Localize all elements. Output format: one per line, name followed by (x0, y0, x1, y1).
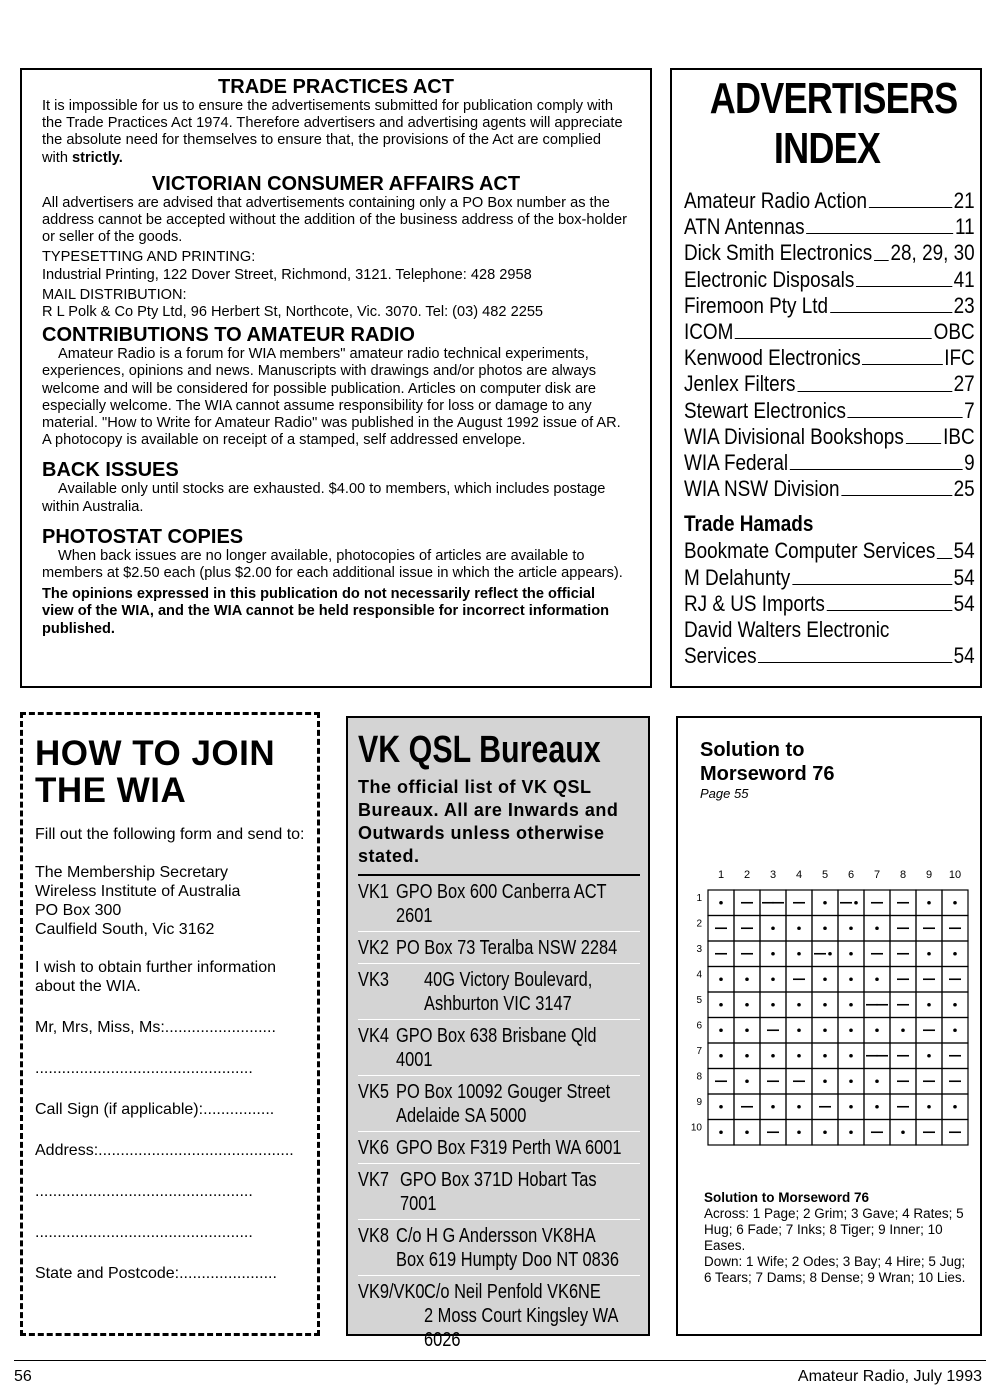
back-issues-title: BACK ISSUES (42, 459, 179, 482)
qsl-address-line: GPO Box 600 Canberra ACT (395, 881, 607, 903)
morse-dot (849, 1028, 853, 1032)
morseword-box (676, 716, 982, 1336)
qsl-bureau-code: VK4 (358, 1025, 390, 1047)
morse-dot (797, 1105, 801, 1109)
join-address-line3: PO Box 300 (35, 902, 122, 919)
leader-line (841, 495, 952, 496)
morse-dot (854, 901, 858, 905)
morseword-page-ref: Page 55 (700, 786, 749, 801)
morse-dot (745, 1003, 749, 1007)
morse-dot (745, 1028, 749, 1032)
morse-dot (927, 1105, 931, 1109)
morse-dot (797, 1054, 801, 1058)
morse-dot (719, 1054, 723, 1058)
grid-row-label: 9 (696, 1097, 702, 1108)
leader-line (806, 233, 953, 234)
grid-row-label: 1 (696, 893, 702, 904)
qsl-address-line: Adelaide SA 5000 (395, 1105, 527, 1127)
morse-dot (927, 901, 931, 905)
advertiser-name: Kenwood Electronics (684, 345, 861, 371)
morse-dot (797, 1028, 801, 1032)
morse-dot (797, 952, 801, 956)
advertiser-name: WIA Divisional Bookshops (684, 423, 904, 449)
advertiser-name: Dick Smith Electronics (684, 240, 873, 266)
hamads-last-line1: David Walters Electronic (684, 617, 890, 643)
advertiser-page: IBC (943, 423, 975, 449)
join-address-line4: Caulfield South, Vic 3162 (35, 921, 215, 938)
advertiser-page: 54 (953, 564, 975, 590)
advertiser-page: 21 (953, 188, 975, 213)
morse-dot (953, 1003, 957, 1007)
solution-across: Across: 1 Page; 2 Grim; 3 Gave; 4 Rates; 5 Hug; 6 Fade; 7 Inks; 8 Tiger; 9 Inner; 10 Eases. (704, 1206, 964, 1253)
hamad-entry (684, 538, 975, 564)
grid-column-label: 2 (743, 869, 751, 881)
advertiser-page: 28, 29, 30 (890, 240, 975, 266)
morse-dot (823, 1079, 827, 1083)
trade-hamads-title: Trade Hamads (684, 511, 814, 537)
advertiser-name: M Delahunty (684, 564, 791, 590)
morse-dot (771, 1003, 775, 1007)
qsl-address-line: 40G Victory Boulevard, (424, 969, 593, 991)
qsl-bureau-code: VK2 (358, 937, 390, 959)
advertiser-name: WIA NSW Division (684, 476, 840, 502)
footer-rule (14, 1360, 986, 1361)
qsl-address-line: Ashburton VIC 3147 (424, 993, 572, 1015)
qsl-address-line: PO Box 10092 Gouger Street (395, 1081, 611, 1103)
hamads-list (684, 538, 975, 617)
address-field-line2[interactable]: ................................................. (35, 1183, 253, 1200)
hamad-entry (684, 591, 975, 617)
advertiser-name: Bookmate Computer Services (684, 538, 936, 564)
leader-line (856, 286, 952, 287)
morse-dot (927, 1003, 931, 1007)
morse-dot (875, 1079, 879, 1083)
qsl-address-line: PO Box 73 Teralba NSW 2284 (395, 937, 618, 959)
morse-dot (823, 977, 827, 981)
qsl-bureau-code: VK3 (358, 969, 390, 991)
solution-title: Solution to Morseword 76 (704, 1190, 870, 1205)
qsl-bureau-code: VK1 (358, 881, 390, 903)
qsl-address-line: GPO Box 371D Hobart Tas (400, 1169, 597, 1191)
grid-row-label: 3 (696, 944, 702, 955)
morse-dot (927, 952, 931, 956)
morse-dot (797, 1003, 801, 1007)
qsl-bureau-code: VK7 (358, 1169, 390, 1191)
photostat-title: PHOTOSTAT COPIES (42, 525, 244, 548)
advertiser-name: Amateur Radio Action (684, 188, 867, 213)
morse-dot (849, 926, 853, 930)
qsl-bureau-code: VK8 (358, 1225, 390, 1247)
advertiser-page: 41 (953, 266, 975, 292)
hamad-entry (684, 565, 975, 591)
morse-dot (719, 1130, 723, 1134)
morse-dot (719, 1028, 723, 1032)
advertiser-page: 23 (953, 292, 975, 318)
qsl-address-line: 4001 (395, 1049, 433, 1071)
advertiser-entry (684, 214, 975, 240)
hamads-last-page: 54 (953, 643, 975, 669)
publication-info: Amateur Radio, July 1993 (797, 1368, 982, 1385)
qsl-address-line: C/o Neil Penfold VK6NE (424, 1281, 601, 1303)
morse-dot (875, 926, 879, 930)
address-field-line3[interactable]: ................................................. (35, 1224, 253, 1241)
morse-dot (953, 952, 957, 956)
trade-practices-title: TRADE PRACTICES ACT (218, 76, 454, 98)
leader-line (869, 207, 952, 208)
solution-down: Down: 1 Wife; 2 Odes; 3 Bay; 4 Hire; 5 Jug; 6 Tears; 7 Dams; 8 Dense; 9 Wran; 10 Lies. (704, 1254, 966, 1285)
advertiser-name: RJ & US Imports (684, 590, 825, 616)
advertisers-index-box (670, 68, 982, 688)
qsl-bureaux-list (358, 876, 640, 1356)
morse-dot (849, 1130, 853, 1134)
advertisers-list (684, 188, 975, 502)
morseword-title-line1: Solution to (700, 739, 805, 761)
leader-line (735, 338, 932, 339)
advertiser-name: Electronic Disposals (684, 266, 855, 292)
state-postcode-field[interactable]: State and Postcode:...................... (35, 1265, 277, 1282)
advertiser-name: Stewart Electronics (684, 397, 846, 423)
qsl-bureau-entry (358, 1132, 640, 1164)
morse-dot (953, 1028, 957, 1032)
morse-dot (719, 1105, 723, 1109)
advertiser-name: WIA Federal (684, 450, 789, 476)
qsl-address-line: 6026 (424, 1329, 461, 1351)
morse-dot (849, 977, 853, 981)
qsl-bureau-address (396, 1080, 610, 1128)
morse-dot (797, 1130, 801, 1134)
typesetting-text: Industrial Printing, 122 Dover Street, Richmond, 3121. Telephone: 428 2958 (42, 266, 532, 283)
consumer-affairs-text: All advertisers are advised that advertisements containing only a PO Box number as the address cannot be accepted without the addition of the business address of the box-holder or seller of the goods. (42, 194, 627, 246)
morse-dot (849, 1079, 853, 1083)
qsl-address-line: GPO Box F319 Perth WA 6001 (395, 1137, 622, 1159)
advertiser-page: 54 (953, 590, 975, 616)
advertiser-name: ATN Antennas (684, 214, 805, 240)
morseword-solution (704, 1190, 966, 1286)
grid-column-label: 10 (948, 869, 962, 881)
qsl-bureaux-box (346, 716, 650, 1351)
qsl-intro: The official list of VK QSL Bureaux. All are Inwards and Outwards unless otherwise stated. (358, 777, 619, 866)
leader-line (848, 417, 963, 418)
page-number: 56 (14, 1368, 32, 1385)
qsl-bureau-entry (358, 876, 640, 932)
advertiser-page: 9 (964, 450, 975, 476)
qsl-address-line: 7001 (400, 1193, 437, 1215)
advertiser-entry (684, 345, 975, 371)
morse-dot (875, 1105, 879, 1109)
trade-practices-text: It is impossible for us to ensure the advertisements submitted for publication comply with the Trade Practices Act 1974. Therefore advertisers and advertising agents will appreciate the absolute need for themselves to ensure that, the provisions of the Act are complied with strictly. (42, 98, 623, 166)
morse-dot (745, 1054, 749, 1058)
consumer-affairs-title: VICTORIAN CONSUMER AFFAIRS ACT (151, 172, 521, 195)
morse-dot (823, 901, 827, 905)
morse-dot (953, 901, 957, 905)
photostat-text: When back issues are no longer available, photocopies of articles are available to members at $2.50 each (plus $2.00 for each additional issue in which the article appears). (42, 547, 623, 582)
back-issues-text: Available only until stocks are exhausted. $4.00 to members, which includes postage within Australia. (42, 481, 606, 515)
qsl-address-line: Box 619 Humpty Doo NT 0836 (395, 1249, 619, 1271)
advertiser-name: ICOM (684, 319, 734, 345)
leader-line (937, 558, 952, 559)
morse-dot (745, 1079, 749, 1083)
qsl-address-line: GPO Box 638 Brisbane Qld (395, 1025, 597, 1047)
advertiser-entry (684, 476, 975, 502)
morse-dot (849, 952, 853, 956)
morse-dot (875, 1028, 879, 1032)
advertiser-entry (684, 398, 975, 424)
advertiser-entry (684, 267, 975, 293)
grid-column-label: 7 (873, 869, 881, 881)
advertiser-page: 54 (953, 538, 975, 564)
morse-dot (823, 1054, 827, 1058)
advertiser-entry (684, 371, 975, 397)
hamads-last-entry (684, 643, 975, 669)
morse-dot (828, 952, 832, 956)
morse-dot (771, 1105, 775, 1109)
contributions-title: CONTRIBUTIONS TO AMATEUR RADIO (42, 324, 415, 347)
leader-line (827, 610, 952, 611)
morse-dot (771, 977, 775, 981)
morse-dot (823, 1003, 827, 1007)
qsl-bureau-entry (358, 1276, 640, 1356)
leader-line (792, 584, 952, 585)
qsl-bureau-address (396, 1224, 619, 1272)
morse-dot (927, 1054, 931, 1058)
qsl-bureau-address (400, 1168, 597, 1216)
advertiser-name: Firemoon Pty Ltd (684, 292, 829, 318)
advertiser-entry (684, 293, 975, 319)
advertiser-page: 11 (955, 214, 975, 240)
qsl-bureau-address (396, 880, 607, 928)
grid-column-label: 3 (769, 869, 777, 881)
morse-dot (901, 1130, 905, 1134)
qsl-address-line: 2601 (395, 905, 433, 927)
contributions-text: Amateur Radio is a forum for WIA members" amateur radio technical experiments, experiences, opinions and news. Manuscripts with drawings and/or photos are always welcome and will be considered for possible publication. Articles on computer disk are especially welcome. The WIA cannot assume responsibility for loss or damage to any material. "How to Write for Amateur Radio" was published in the August 1992 issue of AR. A photocopy is available on receipt of a stamped, self addressed envelope. (42, 346, 621, 449)
morse-dot (875, 977, 879, 981)
advertiser-entry (684, 319, 975, 345)
morse-dot (849, 1105, 853, 1109)
leader-line (874, 260, 889, 261)
advertisers-title-line1: ADVERTISERS (709, 74, 958, 123)
morse-dot (719, 1003, 723, 1007)
qsl-bureau-address (424, 968, 601, 1016)
join-address-line1: The Membership Secretary (35, 864, 228, 881)
morse-dot (823, 1130, 827, 1134)
qsl-bureau-code: VK6 (358, 1137, 390, 1159)
grid-row-label: 5 (696, 995, 702, 1006)
typesetting-label: TYPESETTING AND PRINTING: (42, 249, 256, 266)
advertiser-page: 25 (953, 476, 975, 502)
morse-dot (849, 1003, 853, 1007)
disclaimer: The opinions expressed in this publication do not necessarily reflect the official view of the WIA, and the WIA cannot be held responsible for incorrect information published. (42, 586, 610, 637)
address-field[interactable]: Address:............................................ (35, 1142, 294, 1159)
grid-column-label: 4 (795, 869, 803, 881)
advertiser-page: OBC (933, 319, 975, 345)
qsl-bureau-entry (358, 1164, 640, 1220)
qsl-address-line: 2 Moss Court Kingsley WA (424, 1305, 619, 1327)
morse-dot (901, 1028, 905, 1032)
hamads-last-name: Services (684, 643, 757, 669)
qsl-bureau-code: VK5 (358, 1081, 390, 1103)
qsl-bureau-entry (358, 1220, 640, 1276)
advertiser-entry (684, 424, 975, 450)
advertiser-page: 7 (964, 397, 975, 423)
advertiser-entry (684, 450, 975, 476)
qsl-bureau-address (424, 1280, 618, 1352)
morseword-grid (688, 858, 978, 1168)
grid-row-label: 4 (696, 969, 702, 981)
grid-row-label: 10 (690, 1122, 702, 1134)
morse-dot (823, 1028, 827, 1032)
qsl-bureau-entry (358, 1076, 640, 1132)
morseword-title-line2: Morseword 76 (700, 763, 835, 785)
qsl-bureau-code: VK9/VK0 (358, 1281, 425, 1303)
morse-dot (953, 1105, 957, 1109)
morse-dot (745, 1130, 749, 1134)
trade-practices-box (20, 68, 652, 688)
leader-line (906, 443, 942, 444)
leader-line (830, 312, 952, 313)
advertiser-page: IFC (944, 345, 975, 371)
grid-row-label: 2 (696, 918, 702, 930)
advertiser-page: 27 (953, 371, 975, 397)
join-info: I wish to obtain further information about the WIA. (35, 959, 277, 995)
morse-dot (797, 926, 801, 930)
advertiser-name: Jenlex Filters (684, 371, 796, 397)
morse-dot (849, 1054, 853, 1058)
morse-dot (719, 977, 723, 981)
advertisers-title-line2: INDEX (773, 124, 881, 173)
grid-column-label: 8 (899, 869, 907, 881)
join-title-line1: HOW TO JOIN (35, 734, 276, 773)
grid-column-label: 5 (821, 869, 829, 881)
leader-line (862, 364, 942, 365)
join-intro: Fill out the following form and send to: (35, 826, 305, 843)
join-address-line2: Wireless Institute of Australia (35, 883, 241, 900)
qsl-bureau-address (396, 936, 617, 960)
advertiser-entry (684, 240, 975, 266)
join-title-line2: THE WIA (35, 771, 187, 810)
morse-dot (719, 901, 723, 905)
leader-line (790, 469, 963, 470)
morse-dot (771, 926, 775, 930)
how-to-join-box (20, 712, 320, 1336)
grid-column-label: 9 (925, 869, 933, 881)
morse-dot (823, 926, 827, 930)
grid-row-label: 7 (696, 1046, 702, 1057)
mail-text: R L Polk & Co Pty Ltd, 96 Herbert St, Northcote, Vic. 3070. Tel: (03) 482 2255 (42, 304, 544, 321)
grid-column-label: 1 (717, 869, 725, 881)
grid-row-label: 8 (696, 1071, 702, 1083)
qsl-bureau-entry (358, 932, 640, 964)
mail-label: MAIL DISTRIBUTION: (42, 286, 187, 303)
leader-line (758, 662, 952, 663)
morse-dot (745, 977, 749, 981)
qsl-title: VK QSL Bureaux (358, 729, 601, 771)
morse-dot (771, 952, 775, 956)
name-field-continued[interactable]: ................................................. (35, 1060, 253, 1077)
grid-row-label: 6 (696, 1020, 702, 1032)
name-field[interactable]: Mr, Mrs, Miss, Ms:......................... (35, 1019, 276, 1036)
call-sign-field[interactable]: Call Sign (if applicable):................ (35, 1101, 275, 1118)
qsl-bureau-address (396, 1136, 621, 1160)
qsl-bureau-entry (358, 964, 640, 1020)
grid-column-label: 6 (847, 869, 855, 881)
qsl-bureau-entry (358, 1020, 640, 1076)
qsl-bureau-address (396, 1024, 597, 1072)
leader-line (797, 391, 952, 392)
qsl-address-line: C/o H G Andersson VK8HA (395, 1225, 596, 1247)
morse-dot (771, 1054, 775, 1058)
advertiser-entry (684, 188, 975, 214)
